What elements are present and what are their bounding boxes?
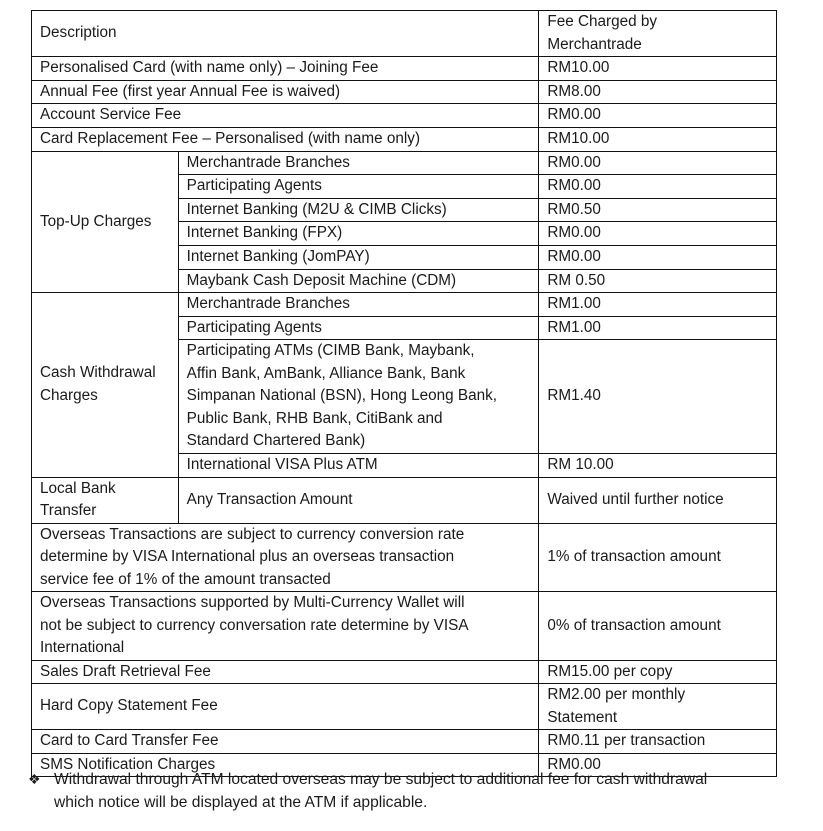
table-row: [32, 80, 777, 104]
row-description: Sales Draft Retrieval Fee: [32, 660, 539, 684]
overseas-row: [32, 592, 777, 661]
description-line: not be subject to currency conversation rate determine by VISA: [40, 616, 469, 634]
local-transfer-fee: Waived until further notice: [539, 477, 777, 523]
header-fee-line: Merchantrade: [547, 35, 642, 53]
footnote-line: which notice will be displayed at the ATM if applicable.: [54, 794, 428, 811]
withdrawal-channel: Merchantrade Branches: [178, 293, 539, 317]
topup-channel: Participating Agents: [178, 175, 539, 199]
local-transfer-label-line: Transfer: [40, 502, 97, 519]
withdrawal-channel: [178, 340, 539, 454]
row-fee: [539, 684, 777, 730]
row-fee: RM0.11 per transaction: [539, 730, 777, 754]
footnote: [28, 768, 808, 814]
topup-channel: Maybank Cash Deposit Machine (CDM): [178, 269, 539, 293]
fee-line: Statement: [547, 708, 618, 726]
topup-fee: RM0.50: [539, 198, 777, 222]
table-row: [32, 730, 777, 754]
topup-channel: Internet Banking (FPX): [178, 222, 539, 246]
withdrawal-channel: International VISA Plus ATM: [178, 454, 539, 478]
topup-fee: RM0.00: [539, 151, 777, 175]
header-fee: [539, 11, 777, 57]
withdrawal-row: [32, 293, 777, 317]
footnote-line: Withdrawal through ATM located overseas may be subject to additional fee for cash withdrawal: [54, 771, 708, 788]
row-fee: RM8.00: [539, 80, 777, 104]
description-line: International: [40, 639, 125, 656]
topup-channel: Internet Banking (M2U & CIMB Clicks): [178, 198, 539, 222]
fee-table: [31, 10, 777, 777]
row-fee: RM10.00: [539, 127, 777, 151]
table-row: [32, 104, 777, 128]
row-description: Personalised Card (with name only) – Joining Fee: [32, 57, 539, 81]
topup-fee: RM0.00: [539, 245, 777, 269]
withdrawal-label-line: Cash Withdrawal: [40, 364, 156, 382]
table-row: [32, 57, 777, 81]
row-description: Hard Copy Statement Fee: [32, 684, 539, 730]
topup-channel: Internet Banking (JomPAY): [178, 245, 539, 269]
row-description: Annual Fee (first year Annual Fee is waived): [32, 80, 539, 104]
row-description: Card to Card Transfer Fee: [32, 730, 539, 754]
channel-line: Participating ATMs (CIMB Bank, Maybank,: [186, 342, 475, 360]
overseas-fee: 0% of transaction amount: [539, 592, 777, 661]
withdrawal-fee: RM1.00: [539, 316, 777, 340]
row-description: Account Service Fee: [32, 104, 539, 128]
topup-fee: RM0.00: [539, 222, 777, 246]
channel-line: Standard Chartered Bank): [186, 432, 366, 450]
overseas-description: [32, 592, 539, 661]
local-transfer-label-line: Local Bank: [40, 479, 116, 497]
local-transfer-row: [32, 477, 777, 523]
row-description: Card Replacement Fee – Personalised (with name only): [32, 127, 539, 151]
fee-line: RM2.00 per monthly: [547, 686, 686, 703]
description-line: service fee of 1% of the amount transacted: [40, 570, 331, 588]
footnote-text: [54, 768, 808, 814]
header-row: [32, 11, 777, 57]
channel-line: Affin Bank, AmBank, Alliance Bank, Bank: [186, 364, 466, 382]
topup-channel: Merchantrade Branches: [178, 151, 539, 175]
withdrawal-label-line: Charges: [40, 386, 98, 404]
local-transfer-channel: Any Transaction Amount: [178, 477, 539, 523]
row-description: SMS Notification Charges: [32, 753, 539, 777]
description-line: Overseas Transactions are subject to currency conversion rate: [40, 525, 465, 543]
withdrawal-fee: RM 10.00: [539, 454, 777, 478]
overseas-description: [32, 523, 539, 592]
diamond-bullet-icon: ❖: [28, 771, 41, 787]
row-fee: RM0.00: [539, 104, 777, 128]
table-row: [32, 127, 777, 151]
topup-fee: RM 0.50: [539, 269, 777, 293]
table-row: [32, 660, 777, 684]
header-fee-line: Fee Charged by: [547, 13, 658, 30]
topup-label: Top-Up Charges: [32, 151, 179, 293]
description-line: Overseas Transactions supported by Multi-Currency Wallet will: [40, 594, 465, 611]
withdrawal-channel: Participating Agents: [178, 316, 539, 340]
table-row: [32, 684, 777, 730]
overseas-row: [32, 523, 777, 592]
topup-fee: RM0.00: [539, 175, 777, 199]
row-fee: RM10.00: [539, 57, 777, 81]
withdrawal-fee: RM1.40: [539, 340, 777, 454]
channel-line: Public Bank, RHB Bank, CitiBank and: [186, 409, 443, 427]
row-fee: RM0.00: [539, 753, 777, 777]
topup-row: [32, 151, 777, 175]
withdrawal-label: [32, 293, 179, 478]
row-fee: RM15.00 per copy: [539, 660, 777, 684]
header-description: Description: [32, 11, 539, 57]
withdrawal-fee: RM1.00: [539, 293, 777, 317]
channel-line: Simpanan National (BSN), Hong Leong Bank,: [186, 387, 498, 405]
local-transfer-label: [32, 477, 179, 523]
overseas-fee: 1% of transaction amount: [539, 523, 777, 592]
description-line: determine by VISA International plus an overseas transaction: [40, 548, 455, 565]
